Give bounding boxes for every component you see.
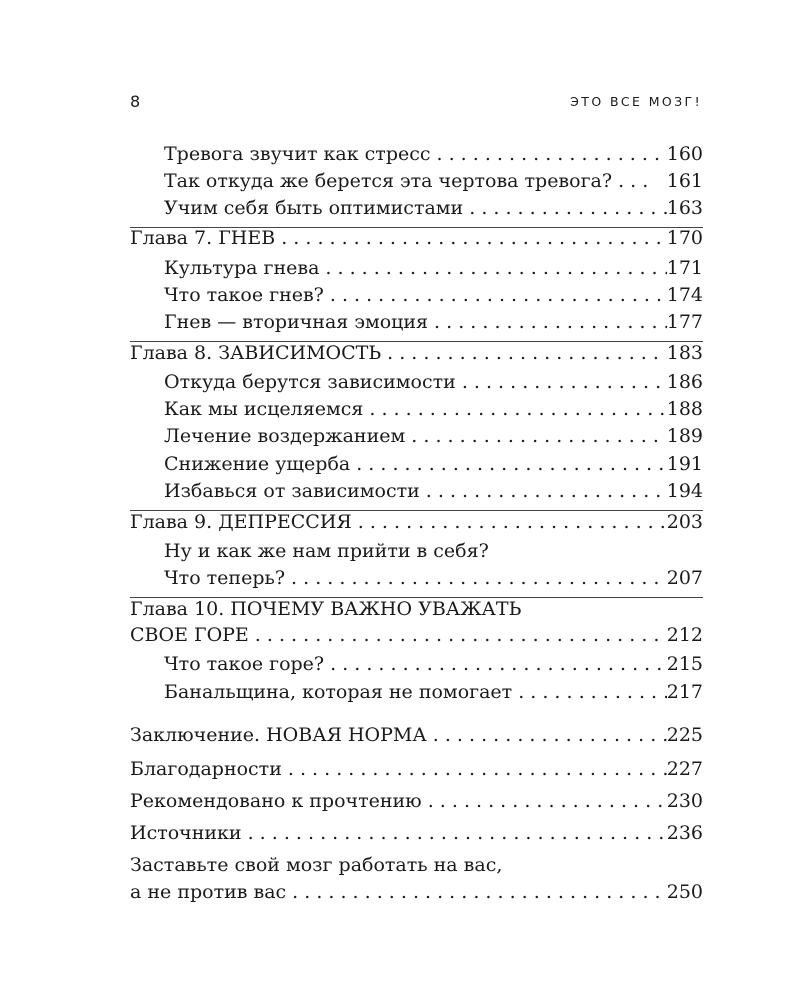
toc-entry-title: Лечение воздержанием [164, 425, 406, 447]
toc-entry-title: СВОЕ ГОРЕ [130, 624, 249, 646]
toc-leader [282, 757, 667, 781]
toc-entry-page: 236 [666, 822, 703, 844]
toc-entry-title: Что такое гнев? [164, 284, 324, 306]
toc-chapter[interactable] [130, 880, 703, 904]
toc-entry-page: 160 [666, 143, 703, 165]
toc-chapter[interactable] [130, 757, 703, 781]
toc-entry-title: Снижение ущерба [164, 453, 351, 475]
toc-entry-title: Глава 9. ДЕПРЕССИЯ [130, 511, 352, 533]
toc-leader [381, 341, 667, 365]
toc-entry-title: Что теперь? [164, 567, 286, 589]
toc-entry-title: Культура гнева [164, 257, 320, 279]
toc-entry-title: Рекомендовано к прочтению [130, 790, 422, 812]
toc-entry-title: Так откуда же берется эта чертова тревога? . . . [164, 170, 649, 192]
toc-entry[interactable] [164, 652, 703, 676]
toc-leader [431, 142, 667, 166]
toc-entry[interactable] [164, 397, 703, 421]
toc-leader [363, 397, 666, 421]
toc-chapter[interactable] [130, 226, 703, 250]
toc-entry-page: 227 [666, 758, 703, 780]
toc-entry-page: 250 [666, 881, 703, 903]
toc-entry[interactable] [164, 310, 703, 334]
toc-leader [275, 226, 667, 250]
toc-entry-page: 217 [666, 681, 703, 703]
toc-leader [456, 370, 667, 394]
toc-chapter[interactable] [130, 723, 703, 747]
toc-entry-page: 189 [666, 425, 703, 447]
toc-entry[interactable] [164, 680, 703, 704]
toc-leader [420, 479, 667, 503]
toc-chapter[interactable] [130, 853, 703, 877]
toc-chapter[interactable] [130, 510, 703, 534]
toc-entry-page: 212 [666, 624, 703, 646]
toc-entry[interactable] [164, 479, 703, 503]
toc-entry-page: 188 [666, 398, 703, 420]
toc-entry[interactable] [164, 566, 703, 590]
toc-leader [324, 283, 667, 307]
toc-leader [319, 256, 666, 280]
toc-entry-title: Избавься от зависимости [164, 480, 420, 502]
toc-entry-title: Банальщина, которая не помогает [164, 681, 513, 703]
toc-leader [422, 789, 667, 813]
toc-leader [350, 452, 667, 476]
toc-entry-page: 174 [666, 284, 703, 306]
toc-entry[interactable] [164, 169, 703, 193]
toc-entry-page: 177 [666, 311, 703, 333]
toc-entry-title: Учим себя быть оптимистами [164, 197, 464, 219]
toc-chapter[interactable] [130, 789, 703, 813]
toc-leader [463, 196, 667, 220]
toc-leader [285, 566, 667, 590]
toc-entry[interactable] [164, 424, 703, 448]
toc-entry-title: а не против вас [130, 881, 287, 903]
toc-entry-page: 230 [666, 790, 703, 812]
toc-entry[interactable] [164, 196, 703, 220]
toc-entry-title: Заключение. НОВАЯ НОРМА [130, 724, 427, 746]
toc-entry-page: 203 [666, 511, 703, 533]
toc-entry[interactable] [164, 370, 703, 394]
toc-entry-title: Что такое горе? [164, 653, 325, 675]
toc-entry[interactable] [164, 452, 703, 476]
toc-entry-title: Источники [130, 822, 242, 844]
toc-entry[interactable] [164, 256, 703, 280]
toc-leader [249, 623, 667, 647]
toc-leader [512, 680, 667, 704]
toc-entry-page: 170 [666, 227, 703, 249]
toc-leader [286, 880, 667, 904]
toc-entry-title: Глава 10. ПОЧЕМУ ВАЖНО УВАЖАТЬ [130, 598, 522, 620]
toc-entry-title: Откуда берутся зависимости [164, 371, 456, 393]
toc-chapter[interactable] [130, 821, 703, 845]
toc-leader [427, 723, 667, 747]
toc-leader [242, 821, 667, 845]
toc-leader [324, 652, 667, 676]
toc-entry[interactable] [164, 283, 703, 307]
toc-entry-page: 215 [666, 653, 703, 675]
toc-entry-page: 171 [666, 257, 703, 279]
toc-chapter[interactable] [130, 597, 703, 621]
toc-chapter[interactable] [130, 623, 703, 647]
toc-leader [352, 510, 667, 534]
toc-entry-page: 207 [666, 567, 703, 589]
toc-entry-title: Ну и как же нам прийти в себя? [164, 540, 489, 562]
toc-entry-title: Гнев — вторичная эмоция [164, 311, 429, 333]
toc-entry[interactable] [164, 142, 703, 166]
toc-chapter[interactable] [130, 341, 703, 365]
running-title: ЭТО ВСЕ МОЗГ! [570, 94, 702, 109]
toc-entry-title: Глава 7. ГНЕВ [130, 227, 276, 249]
toc-entry-title: Заставьте свой мозг работать на вас, [130, 854, 503, 876]
toc-entry-page: 161 [666, 170, 703, 192]
toc-entry-title: Как мы исцеляемся [164, 398, 364, 420]
toc-leader [428, 310, 667, 334]
toc-entry-title: Благодарности [130, 758, 282, 780]
toc-leader [405, 424, 666, 448]
toc-entry[interactable] [164, 539, 703, 563]
toc-entry-title: Тревога звучит как стресс [164, 143, 431, 165]
toc-entry-title: Глава 8. ЗАВИСИМОСТЬ [130, 342, 382, 364]
toc-entry-page: 194 [666, 480, 703, 502]
toc-entry-page: 163 [666, 197, 703, 219]
toc-entry-page: 191 [666, 453, 703, 475]
table-of-contents [130, 0, 703, 1000]
toc-entry-page: 186 [666, 371, 703, 393]
page-number: 8 [130, 92, 142, 111]
toc-entry-page: 183 [666, 342, 703, 364]
toc-entry-page: 225 [666, 724, 703, 746]
